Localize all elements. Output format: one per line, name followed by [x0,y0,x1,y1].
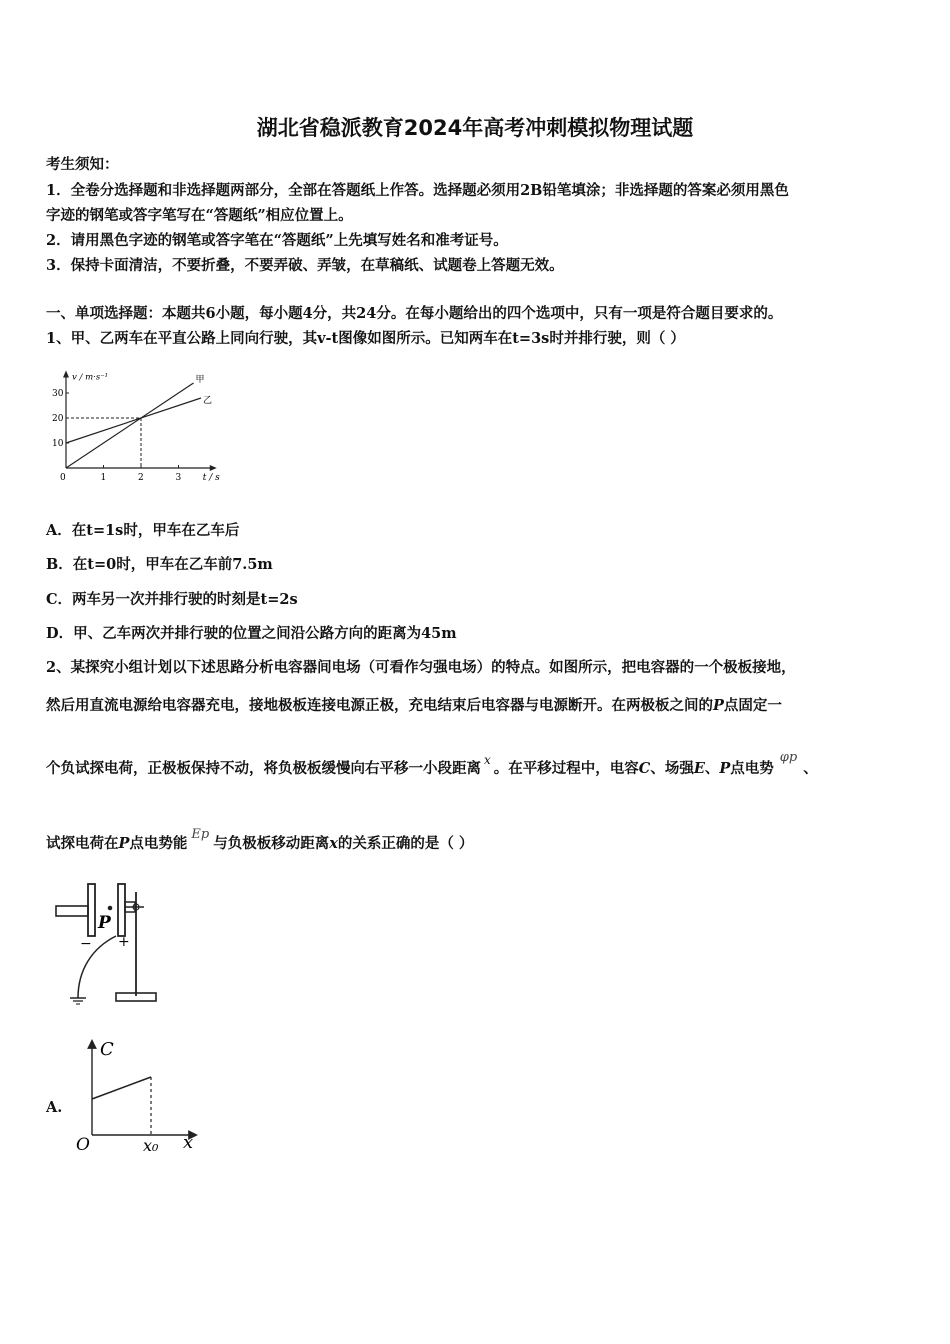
q1-option-c[interactable]: C．两车另一次并排行驶的时刻是t=2s [46,591,298,608]
series-label-2: 乙 [203,396,213,406]
q2-text: 点电势 [730,760,774,777]
label-minus: − [80,936,92,952]
label-p: P [98,913,111,933]
series-line-1 [66,383,194,468]
graph-curve [92,1077,151,1099]
q2-text: 与负极板移动距离 [213,835,330,852]
x-tick-label: 3 [175,473,182,483]
notice-item-1: 1．全卷分选择题和非选择题两部分，全部在答题纸上作答。选择题必须用2B铅笔填涂；非选择题的答案必须用黑色 [46,182,789,199]
q1-option-d[interactable]: D．甲、乙车两次并排行驶的位置之间沿公路方向的距离为45m [46,625,457,642]
graph-xlabel: x [183,1132,194,1153]
y-tick-label: 10 [52,439,64,449]
graph-x0: x₀ [143,1136,159,1155]
label-plus: + [118,934,130,950]
graph-ylabel: C [100,1039,114,1060]
q2-text: 试探电荷在 [46,835,119,852]
capacitor-diagram [52,878,167,1008]
q2-symbol-x: x [484,753,491,767]
point-p [108,906,113,911]
q2-text: 点固定一 [723,697,782,714]
negative-plate[interactable] [88,884,95,936]
x-axis-label: t / s [202,473,220,483]
x-tick-label: 1 [100,473,107,483]
question-1-stem: 1、甲、乙两车在平直公路上同向行驶，其v-t图像如图所示。已知两车在t=3s时并排行驶，则（ ） [46,330,685,347]
question-2-line-3 [46,750,818,778]
q2-text: 、 [704,760,720,777]
vt-chart-axes [52,371,220,484]
q1-option-b[interactable]: B．在t=0时，甲车在乙车前7.5m [46,556,273,573]
q2-symbol-e: E [693,760,705,777]
y-tick-label: 30 [52,389,64,399]
vt-chart [46,355,236,490]
page-title: 湖北省稳派教育2024年高考冲刺模拟物理试题 [256,116,694,140]
question-2-line-4 [46,827,474,853]
notice-heading: 考生须知： [46,156,119,173]
q2-option-a-graph[interactable] [70,1035,210,1155]
q2-symbol-p: P [118,835,130,852]
q2-text: 个负试探电荷，正极板保持不动，将负极板缓慢向右平移一小段距离 [46,760,481,777]
notice-item-3: 3．保持卡面清洁，不要折叠，不要弄破、弄皱，在草稿纸、试题卷上答题无效。 [46,257,564,274]
graph-origin: O [76,1135,90,1155]
q2-symbol-x: x [329,835,338,852]
q2-text: 然后用直流电源给电容器充电，接地极板连接电源正极，充电结束后电容器与电源断开。在两极板之间的 [46,697,713,714]
q2-option-a-label[interactable]: A. [46,1099,63,1116]
y-axis-arrow [63,371,69,378]
notice-item-2: 2．请用黑色字迹的钢笔或答字笔在“答题纸”上先填写姓名和准考证号。 [46,232,508,249]
positive-plate [118,884,125,936]
q2-symbol-p: P [713,697,724,714]
q2-symbol-c: C [638,760,651,777]
notice-item-1-cont: 字迹的钢笔或答字笔写在“答题纸”相应位置上。 [46,207,353,224]
q2-symbol-ep: Ep [191,827,210,842]
question-2-line-2 [46,694,782,715]
x-tick-label: 2 [138,473,144,483]
x-tick-label: 0 [60,473,66,483]
plate-handle [56,906,88,916]
q2-symbol-phi: φp [779,750,798,765]
y-tick-label: 20 [52,414,64,424]
q2-symbol-p: P [719,760,731,777]
y-axis-label: v / m·s⁻¹ [72,372,109,383]
q2-text: 。在平移过程中，电容 [493,760,639,777]
q2-text: 、场强 [650,760,694,777]
q2-text: 、 [803,760,818,777]
q2-text: 点电势能 [129,835,188,852]
series-line-2 [66,398,201,443]
q2-text: 的关系正确的是（ ） [337,835,474,852]
question-2-line-1: 2、某探究小组计划以下述思路分析电容器间电场（可看作匀强电场）的特点。如图所示，把电容器的一个极板接地， [46,659,796,676]
series-label-1: 甲 [195,375,205,385]
vt-chart-marks [66,374,212,468]
section-heading: 一、单项选择题：本题共6小题，每小题4分，共24分。在每小题给出的四个选项中，只有一项是符合题目要求的。 [46,305,783,322]
x-axis-arrow [210,465,217,471]
q1-option-a[interactable]: A．在t=1s时，甲车在乙车后 [46,522,240,539]
